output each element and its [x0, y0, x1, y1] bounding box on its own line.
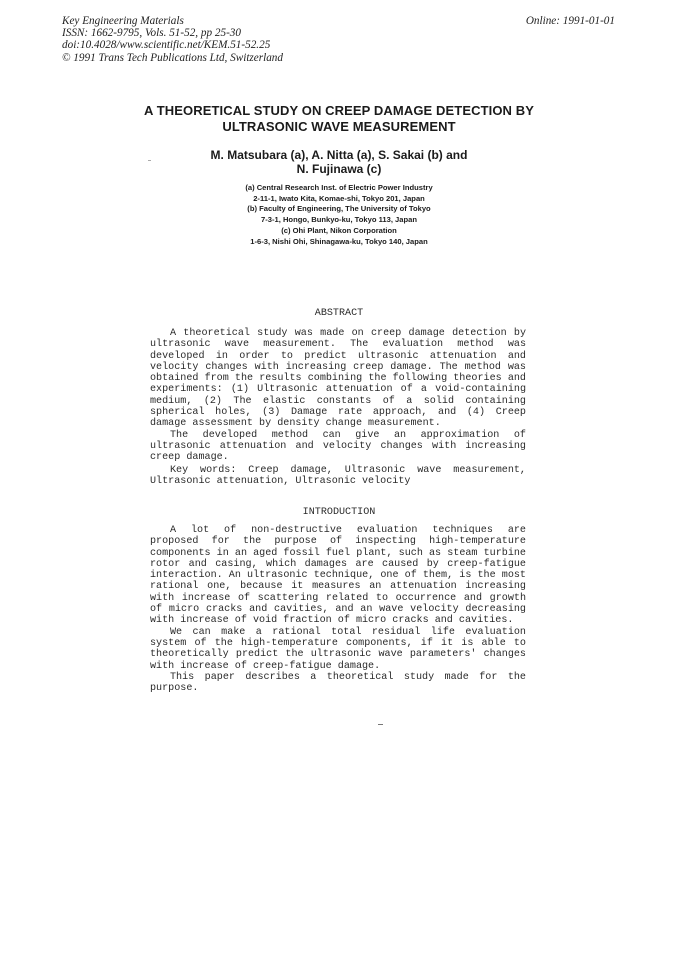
authors-line: M. Matsubara (a), A. Nitta (a), S. Sakai (b) and	[210, 148, 468, 162]
affiliation-line: (a) Central Research Inst. of Electric Power Industry	[245, 183, 433, 192]
abstract-body	[150, 328, 526, 464]
introduction-body	[150, 525, 526, 694]
keywords	[150, 465, 526, 488]
introduction-heading: INTRODUCTION	[302, 507, 376, 518]
affiliation-line: (b) Faculty of Engineering, The University of Tokyo	[247, 204, 431, 214]
authors	[0, 148, 678, 176]
page-mark	[378, 724, 383, 725]
abstract-paragraph: A theoretical study was made on creep damage detection by ultrasonic wave measurement. The evaluation method was developed in order to predict ultrasonic attenuation and velocity changes with increasing creep damage. The method was obtained from the results combining the following theories and experiments: (1) Ultrasonic attenuation of a void-containing medium, (2) The elastic constants of a solid containing spherical holes, (3) Damage rate approach, and (4) Creep damage assessment by density change measurement.	[150, 328, 526, 430]
title-line: A THEORETICAL STUDY ON CREEP DAMAGE DETECTION BY	[143, 103, 535, 118]
affiliation-line: 1-6-3, Nishi Ohi, Shinagawa-ku, Tokyo 140, Japan	[250, 236, 428, 246]
copyright-line: © 1991 Trans Tech Publications Ltd, Switzerland	[62, 51, 283, 64]
affiliation-line: 7-3-1, Hongo, Bunkyo-ku, Tokyo 113, Japan	[261, 215, 417, 225]
journal-name: Key Engineering Materials	[62, 15, 184, 27]
authors-line: N. Fujinawa (c)	[296, 162, 382, 176]
keywords-text: Key words: Creep damage, Ultrasonic wave measurement, Ultrasonic attenuation, Ultrasonic velocity	[150, 465, 526, 488]
paper-title	[0, 103, 678, 135]
journal-header	[62, 15, 283, 64]
introduction-paragraph: A lot of non-destructive evaluation techniques are proposed for the purpose of inspecting high-temperature components in an aged fossil fuel plant, such as steam turbine rotor and casing, which damages are caused by creep-fatigue interaction. An ultrasonic technique, one of them, is the most rational one, because it measures an attenuation increasing with increase of scattering related to occurrence and growth of micro cracks and cavities, and an wave velocity decreasing with increase of void fraction of micro cracks and cavities.	[150, 525, 526, 627]
scan-speck	[148, 160, 151, 161]
abstract-paragraph: The developed method can give an approximation of ultrasonic attenuation and velocity changes with increasing creep damage.	[150, 429, 526, 464]
affiliation-line: 2-11-1, Iwato Kita, Komae-shi, Tokyo 201, Japan	[253, 193, 425, 203]
online-date: Online: 1991-01-01	[525, 15, 615, 27]
title-line: ULTRASONIC WAVE MEASUREMENT	[222, 119, 456, 134]
affiliations	[0, 183, 678, 247]
issn-line: ISSN: 1662-9795, Vols. 51-52, pp 25-30	[62, 27, 241, 40]
affiliation-line: (c) Ohi Plant, Nikon Corporation	[281, 225, 397, 235]
doi-line: doi:10.4028/www.scientific.net/KEM.51-52.25	[62, 39, 271, 52]
introduction-paragraph: We can make a rational total residual life evaluation system of the high-temperature components, if it is able to theoretically predict the ultrasonic wave parameters' changes with increase of creep-fatigue damage.	[150, 626, 526, 672]
introduction-paragraph: This paper describes a theoretical study made for the purpose.	[150, 671, 526, 695]
abstract-heading: ABSTRACT	[314, 308, 364, 319]
title-block	[0, 103, 678, 247]
